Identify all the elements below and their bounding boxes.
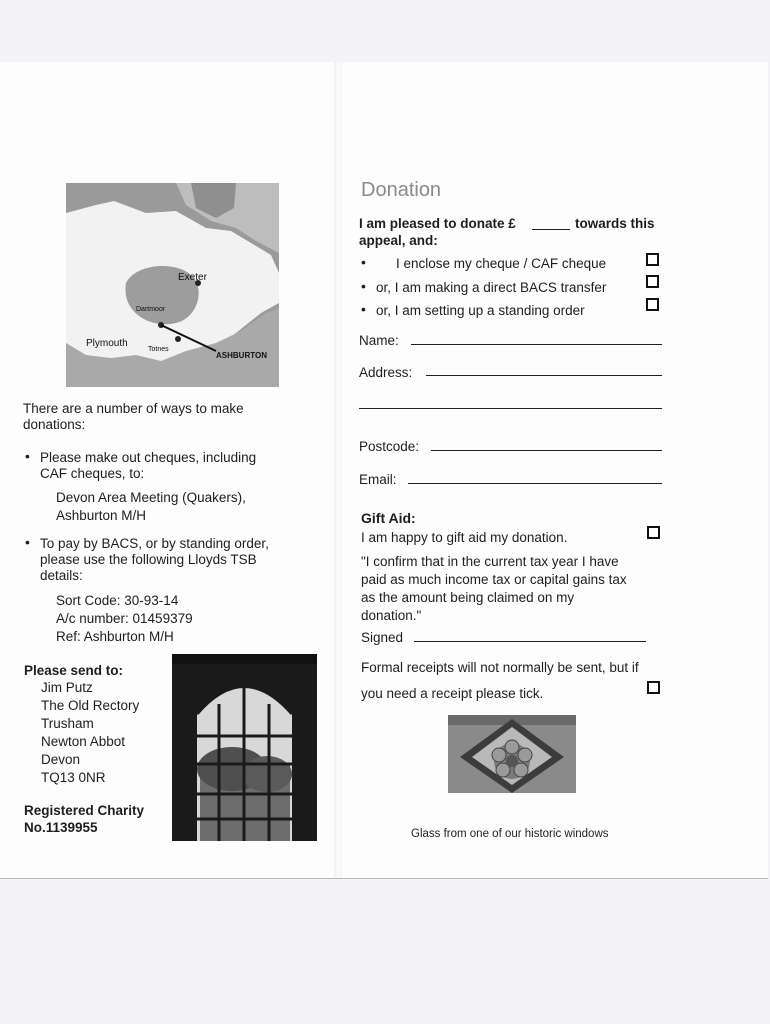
option-bacs-label: or, I am making a direct BACS transfer [376,280,607,295]
send-to-heading: Please send to: [24,663,124,678]
confirm-line-2: paid as much income tax or capital gains tax [361,572,627,587]
payee-line-2: Ashburton M/H [56,508,147,523]
receipt-line-1: Formal receipts will not normally be sent, but if [361,660,639,675]
stained-glass-photo [448,715,576,793]
church-window-photo [172,654,317,841]
amount-blank[interactable] [532,229,570,230]
name-field[interactable] [411,344,662,345]
option-standing-order-checkbox[interactable] [646,298,659,311]
intro-line-1: There are a number of ways to make [23,401,244,416]
page-fold [334,62,342,878]
email-label: Email: [359,472,397,487]
confirm-line-3: as the amount being claimed on my [361,590,575,605]
address-line: TQ13 0NR [41,770,106,785]
map-label-dartmoor: Dartmoor [136,306,166,313]
photo-caption: Glass from one of our historic windows [411,828,609,840]
donation-title: Donation [361,179,442,201]
bank-reference: Ref: Ashburton M/H [56,629,174,644]
map-label-ashburton: ASHBURTON [216,351,267,360]
postcode-label: Postcode: [359,439,420,454]
pledge-text: I am pleased to donate £ [359,216,516,231]
bacs-line-2: please use the following Lloyds TSB [40,552,257,567]
charity-line-1: Registered Charity [24,803,145,818]
intro-line-2: donations: [23,417,86,432]
address-line: Newton Abbot [41,734,126,749]
sort-code: Sort Code: 30-93-14 [56,593,179,608]
confirm-line-4: donation." [361,608,422,623]
signed-label: Signed [361,630,404,645]
receipt-line-2: you need a receipt please tick. [361,686,544,701]
signature-field[interactable] [414,641,646,642]
cheque-line-1: Please make out cheques, including [40,450,257,465]
payee-line-1: Devon Area Meeting (Quakers), [56,490,246,505]
pledge-text-2: towards this [575,216,655,231]
devon-map [66,183,279,387]
option-cheque-checkbox[interactable] [646,253,659,266]
address-line: Jim Putz [41,680,93,695]
charity-line-2: No.1139955 [24,820,98,835]
address-line: Devon [41,752,81,767]
email-field[interactable] [408,483,662,484]
postcode-field[interactable] [431,450,662,451]
cheque-line-2: CAF cheques, to: [40,466,145,481]
option-standing-order-label: or, I am setting up a standing order [376,303,585,318]
map-label-exeter: Exeter [178,272,207,283]
bacs-line-3: details: [40,568,83,583]
option-bacs-checkbox[interactable] [646,275,659,288]
bullet-dot: • [25,448,30,464]
address-field[interactable] [426,375,662,376]
bullet-dot: • [25,534,30,550]
bullet-dot: • [361,278,366,294]
gift-aid-heading: Gift Aid: [361,510,416,526]
address-line: The Old Rectory [41,698,140,713]
receipt-checkbox[interactable] [647,681,660,694]
gift-aid-statement: I am happy to gift aid my donation. [361,530,568,545]
address-line: Trusham [41,716,94,731]
address-field-line-2[interactable] [359,408,662,409]
name-label: Name: [359,333,399,348]
bullet-dot: • [361,254,366,270]
option-cheque-label: I enclose my cheque / CAF cheque [396,256,607,271]
map-label-totnes: Totnes [148,346,169,353]
confirm-line-1: "I confirm that in the current tax year I have [361,554,619,569]
map-label-plymouth: Plymouth [86,338,128,349]
gift-aid-checkbox[interactable] [647,526,660,539]
bacs-line-1: To pay by BACS, or by standing order, [40,536,269,551]
bullet-dot: • [361,301,366,317]
pledge-text-3: appeal, and: [359,233,438,248]
account-number: A/c number: 01459379 [56,611,193,626]
address-label: Address: [359,365,413,380]
